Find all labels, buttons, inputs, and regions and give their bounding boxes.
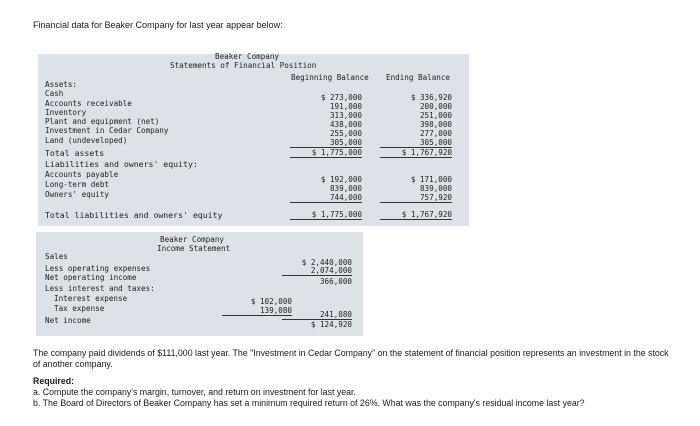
total-liabilities-label: Total liabilities and owners' equity [45,210,223,220]
required-a: a. Compute the company's margin, turnover, and return on investment for last year. [33,387,356,397]
liability-begin: $ 192,000 [320,175,362,184]
asset-label: Inventory [45,108,87,117]
liability-label: Owners' equity [45,190,110,199]
asset-begin: 305,000 [290,138,362,148]
total-assets-end: $ 1,767,920 [380,148,452,158]
asset-end: 251,000 [419,111,452,120]
asset-end: 305,000 [380,138,452,148]
liability-label: Long-term debt [45,180,110,189]
required-b: b. The Board of Directors of Beaker Company has set a minimum required return of 26%. What was the company's residual income last year? [33,398,585,408]
tax-label: Tax expense [54,304,105,313]
total-assets-label: Total assets [45,148,105,158]
asset-end: 277,000 [419,129,452,138]
liability-end: $ 171,000 [410,175,452,184]
noi-value: 366,000 [319,277,352,286]
sales-label: Sales [45,252,68,261]
liability-label: Accounts payable [45,170,119,179]
liabilities-label: Liabilities and owners' equity: [45,159,198,169]
asset-label: Plant and equipment (net) [45,117,160,126]
asset-label: Cash [45,89,64,98]
col-beginning-header: Beginning Balance [291,73,369,82]
asset-begin: $ 273,000 [320,93,362,102]
bs-title: Statements of Financial Position [170,61,317,70]
sales-value: $ 2,440,000 [301,258,352,267]
asset-label: Investment in Cedar Company [45,126,169,135]
is-company: Beaker Company [160,235,225,244]
total-assets-begin: $ 1,775,000 [290,148,362,158]
asset-end: $ 336,920 [410,93,452,102]
asset-begin: 313,000 [329,111,362,120]
asset-end: 398,000 [419,120,452,129]
interest-value: $ 102,000 [250,297,292,306]
liability-end: 757,920 [380,193,452,203]
asset-label: Accounts receivable [45,99,132,108]
opex-label: Less operating expenses [45,264,151,273]
dividends-note: The company paid dividends of $111,000 last year. The "Investment in Cedar Company" on the statement of financial position represents an investment in the stock of another company. [33,348,669,369]
net-income-value: $ 124,920 [310,320,352,329]
interest-label: Interest expense [54,294,128,303]
tax-value: 139,080 [222,306,292,316]
asset-begin: 255,000 [329,129,362,138]
liability-begin: 744,000 [290,193,362,203]
asset-begin: 438,000 [329,120,362,129]
assets-label: Assets: [45,80,78,89]
opex-value: 2,074,000 [282,266,352,276]
noi-label: Net operating income [45,273,137,282]
required-heading: Required: [33,376,75,386]
total-liabilities-begin: $ 1,775,000 [290,210,362,220]
asset-label: Land (undeveloped) [45,136,128,145]
liability-end: 839,000 [419,184,452,193]
bs-company: Beaker Company [215,52,280,61]
asset-begin: 191,000 [329,102,362,111]
less-interest-taxes-label: Less interest and taxes: [45,284,155,293]
is-title: Income Statement [157,244,231,253]
total-liabilities-end: $ 1,767,920 [380,210,452,220]
net-income-label: Net income [45,316,91,325]
asset-end: 200,000 [419,102,452,111]
col-ending-header: Ending Balance [386,73,451,82]
liability-begin: 839,000 [329,184,362,193]
interest-taxes-total: 241,080 [282,310,352,320]
intro-text: Financial data for Beaker Company for last year appear below: [33,20,283,30]
